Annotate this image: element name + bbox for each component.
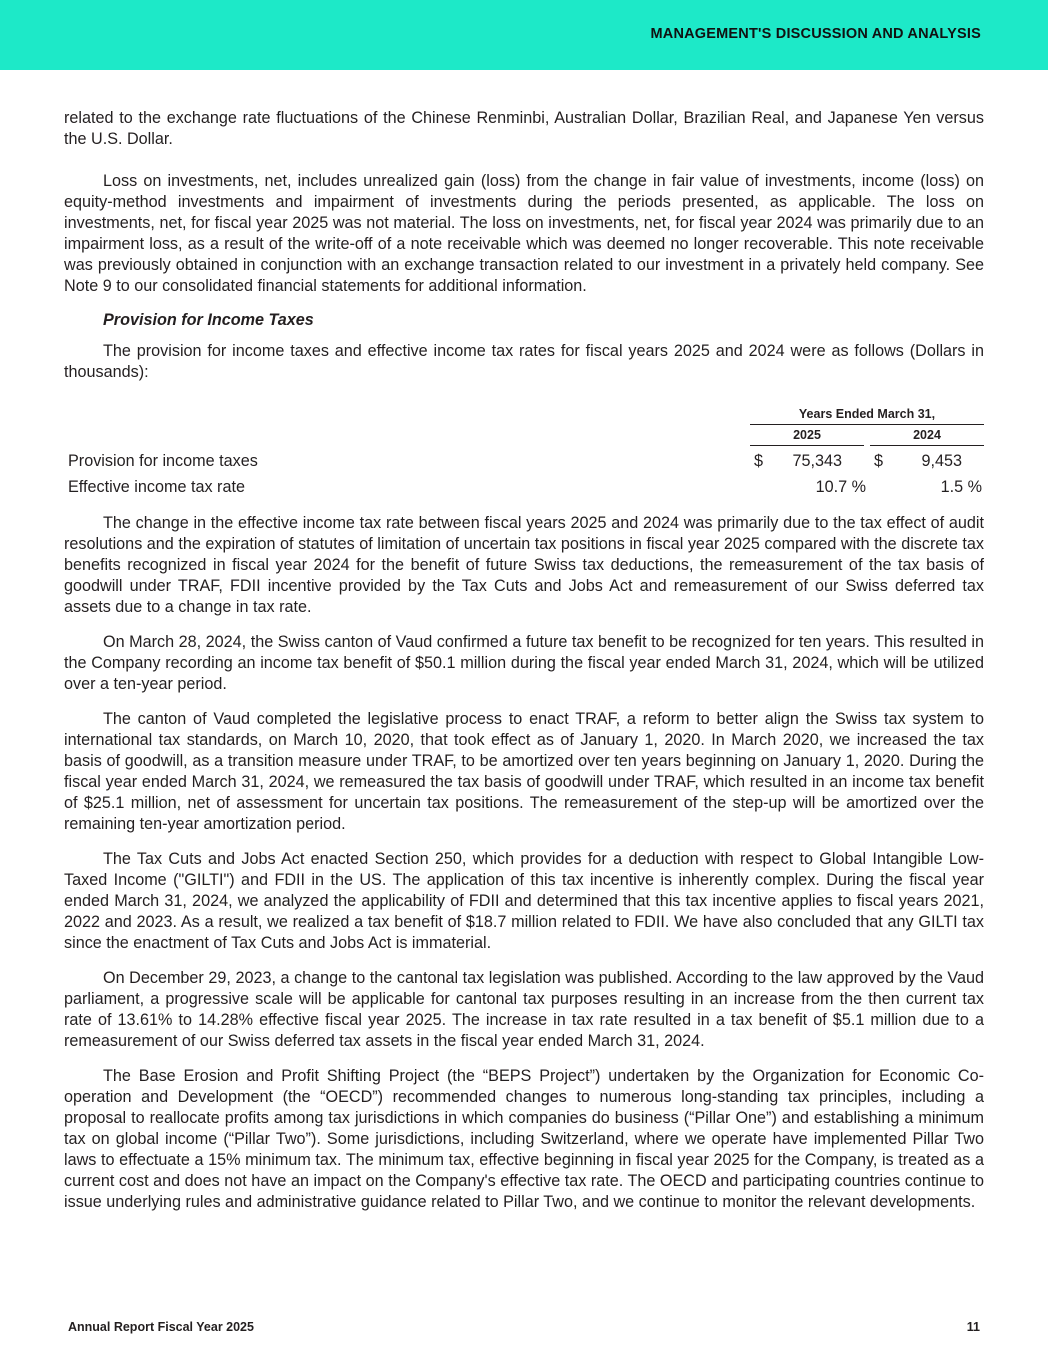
- paragraph: The change in the effective income tax rate between fiscal years 2025 and 2024 was primarily due to the tax effect of audit resolutions and the expiration of statutes of limitation of uncertain tax positions in fiscal year 2025 compared with the discrete tax benefits recognized in fiscal year 2024 for the benefit of future Swiss tax deductions, the remeasurement of the tax basis of goodwill under TRAF, FDII incentive provided by the Tax Cuts and Jobs Act and remeasurement of our Swiss deferred tax assets due to a change in tax rate.: [64, 514, 984, 616]
- currency-symbol: $: [874, 452, 884, 470]
- table-row: [68, 476, 984, 498]
- page-number: 11: [966, 1320, 980, 1334]
- table-header: Years Ended March 31,: [750, 407, 984, 425]
- subheading: Provision for Income Taxes: [103, 311, 314, 329]
- cell-value-2024: 9,453: [921, 452, 962, 470]
- column-header-2024: 2024: [870, 428, 984, 446]
- table-row: [68, 450, 984, 472]
- row-label: Provision for income taxes: [68, 452, 258, 470]
- paragraph: related to the exchange rate fluctuations of the Chinese Renminbi, Australian Dollar, Brazilian Real, and Japanese Yen versus the U.S. Dollar.: [64, 109, 984, 148]
- cell-value-2025: 75,343: [792, 452, 842, 470]
- paragraph: Loss on investments, net, includes unrealized gain (loss) from the change in fair value of investments, income (loss) on equity-method investments and impairment of investments during the periods presented, as applicable. The loss on investments, net, for fiscal year 2025 was not material. The loss on investments, net, for fiscal year 2024 was primarily due to an impairment loss, as a result of the write-off of a note receivable which was deemed no longer recoverable. This note receivable was previously obtained in conjunction with an exchange transaction related to our investment in a privately held company. See Note 9 to our consolidated financial statements for additional information.: [64, 172, 984, 295]
- row-label: Effective income tax rate: [68, 478, 245, 496]
- tax-table: [64, 403, 984, 503]
- cell-value-2024: 1.5 %: [940, 478, 982, 496]
- footer-title: Annual Report Fiscal Year 2025: [68, 1320, 254, 1334]
- paragraph: The provision for income taxes and effective income tax rates for fiscal years 2025 and 2024 were as follows (Dollars in thousands):: [64, 342, 984, 381]
- column-header-2025: 2025: [750, 428, 864, 446]
- section-title: MANAGEMENT'S DISCUSSION AND ANALYSIS: [650, 26, 981, 42]
- currency-symbol: $: [754, 452, 764, 470]
- paragraph: On March 28, 2024, the Swiss canton of Vaud confirmed a future tax benefit to be recognized for ten years. This resulted in the Company recording an income tax benefit of $50.1 million during the fiscal year ended March 31, 2024, which will be utilized over a ten-year period.: [64, 633, 984, 693]
- page-content: [64, 108, 984, 1213]
- paragraph: On December 29, 2023, a change to the cantonal tax legislation was published. According to the law approved by the Vaud parliament, a progressive scale will be applicable for cantonal tax purposes resulting in an increase from the then current tax rate of 13.61% to 14.28% effective fiscal year 2025. The increase in tax rate resulted in a tax benefit of $5.1 million due to a remeasurement of our Swiss deferred tax assets in the fiscal year ended March 31, 2024.: [64, 969, 984, 1050]
- paragraph: The Tax Cuts and Jobs Act enacted Section 250, which provides for a deduction with respect to Global Intangible Low-Taxed Income ("GILTI") and FDII in the US. The application of this tax incentive is inherently complex. During the fiscal year ended March 31, 2024, we analyzed the applicability of FDII and determined that this tax incentive applies to fiscal years 2021, 2022 and 2023. As a result, we realized a tax benefit of $18.7 million related to FDII. We have also concluded that any GILTI tax since the enactment of Tax Cuts and Jobs Act is immaterial.: [64, 850, 984, 952]
- cell-value-2025: 10.7 %: [815, 478, 866, 496]
- paragraph: The canton of Vaud completed the legislative process to enact TRAF, a reform to better align the Swiss tax system to international tax standards, on March 10, 2020, that took effect as of January 1, 2020. In March 2020, we increased the tax basis of goodwill, as a transition measure under TRAF, to be amortized over ten years beginning on January 1, 2020. During the fiscal year ended March 31, 2024, we remeasured the tax basis of goodwill under TRAF, which resulted in an income tax benefit of $25.1 million, net of assessment for uncertain tax positions. The remeasurement of the step-up will be amortized over the remaining ten-year amortization period.: [64, 710, 984, 833]
- paragraph: The Base Erosion and Profit Shifting Project (the “BEPS Project”) undertaken by the Organization for Economic Co-operation and Development (the “OECD”) recommended changes to numerous long-standing tax principles, including a proposal to reallocate profits among tax jurisdictions in which companies do business (“Pillar One”) and establishing a minimum tax on global income (“Pillar Two”). Some jurisdictions, including Switzerland, where we operate have implemented Pillar Two laws to effectuate a 15% minimum tax. The minimum tax, effective beginning in fiscal year 2025 for the Company, is treated as a current cost and does not have an impact on the Company's effective tax rate. The OECD and participating countries continue to issue underlying rules and administrative guidance related to Pillar Two, and we continue to monitor the relevant developments.: [64, 1067, 984, 1211]
